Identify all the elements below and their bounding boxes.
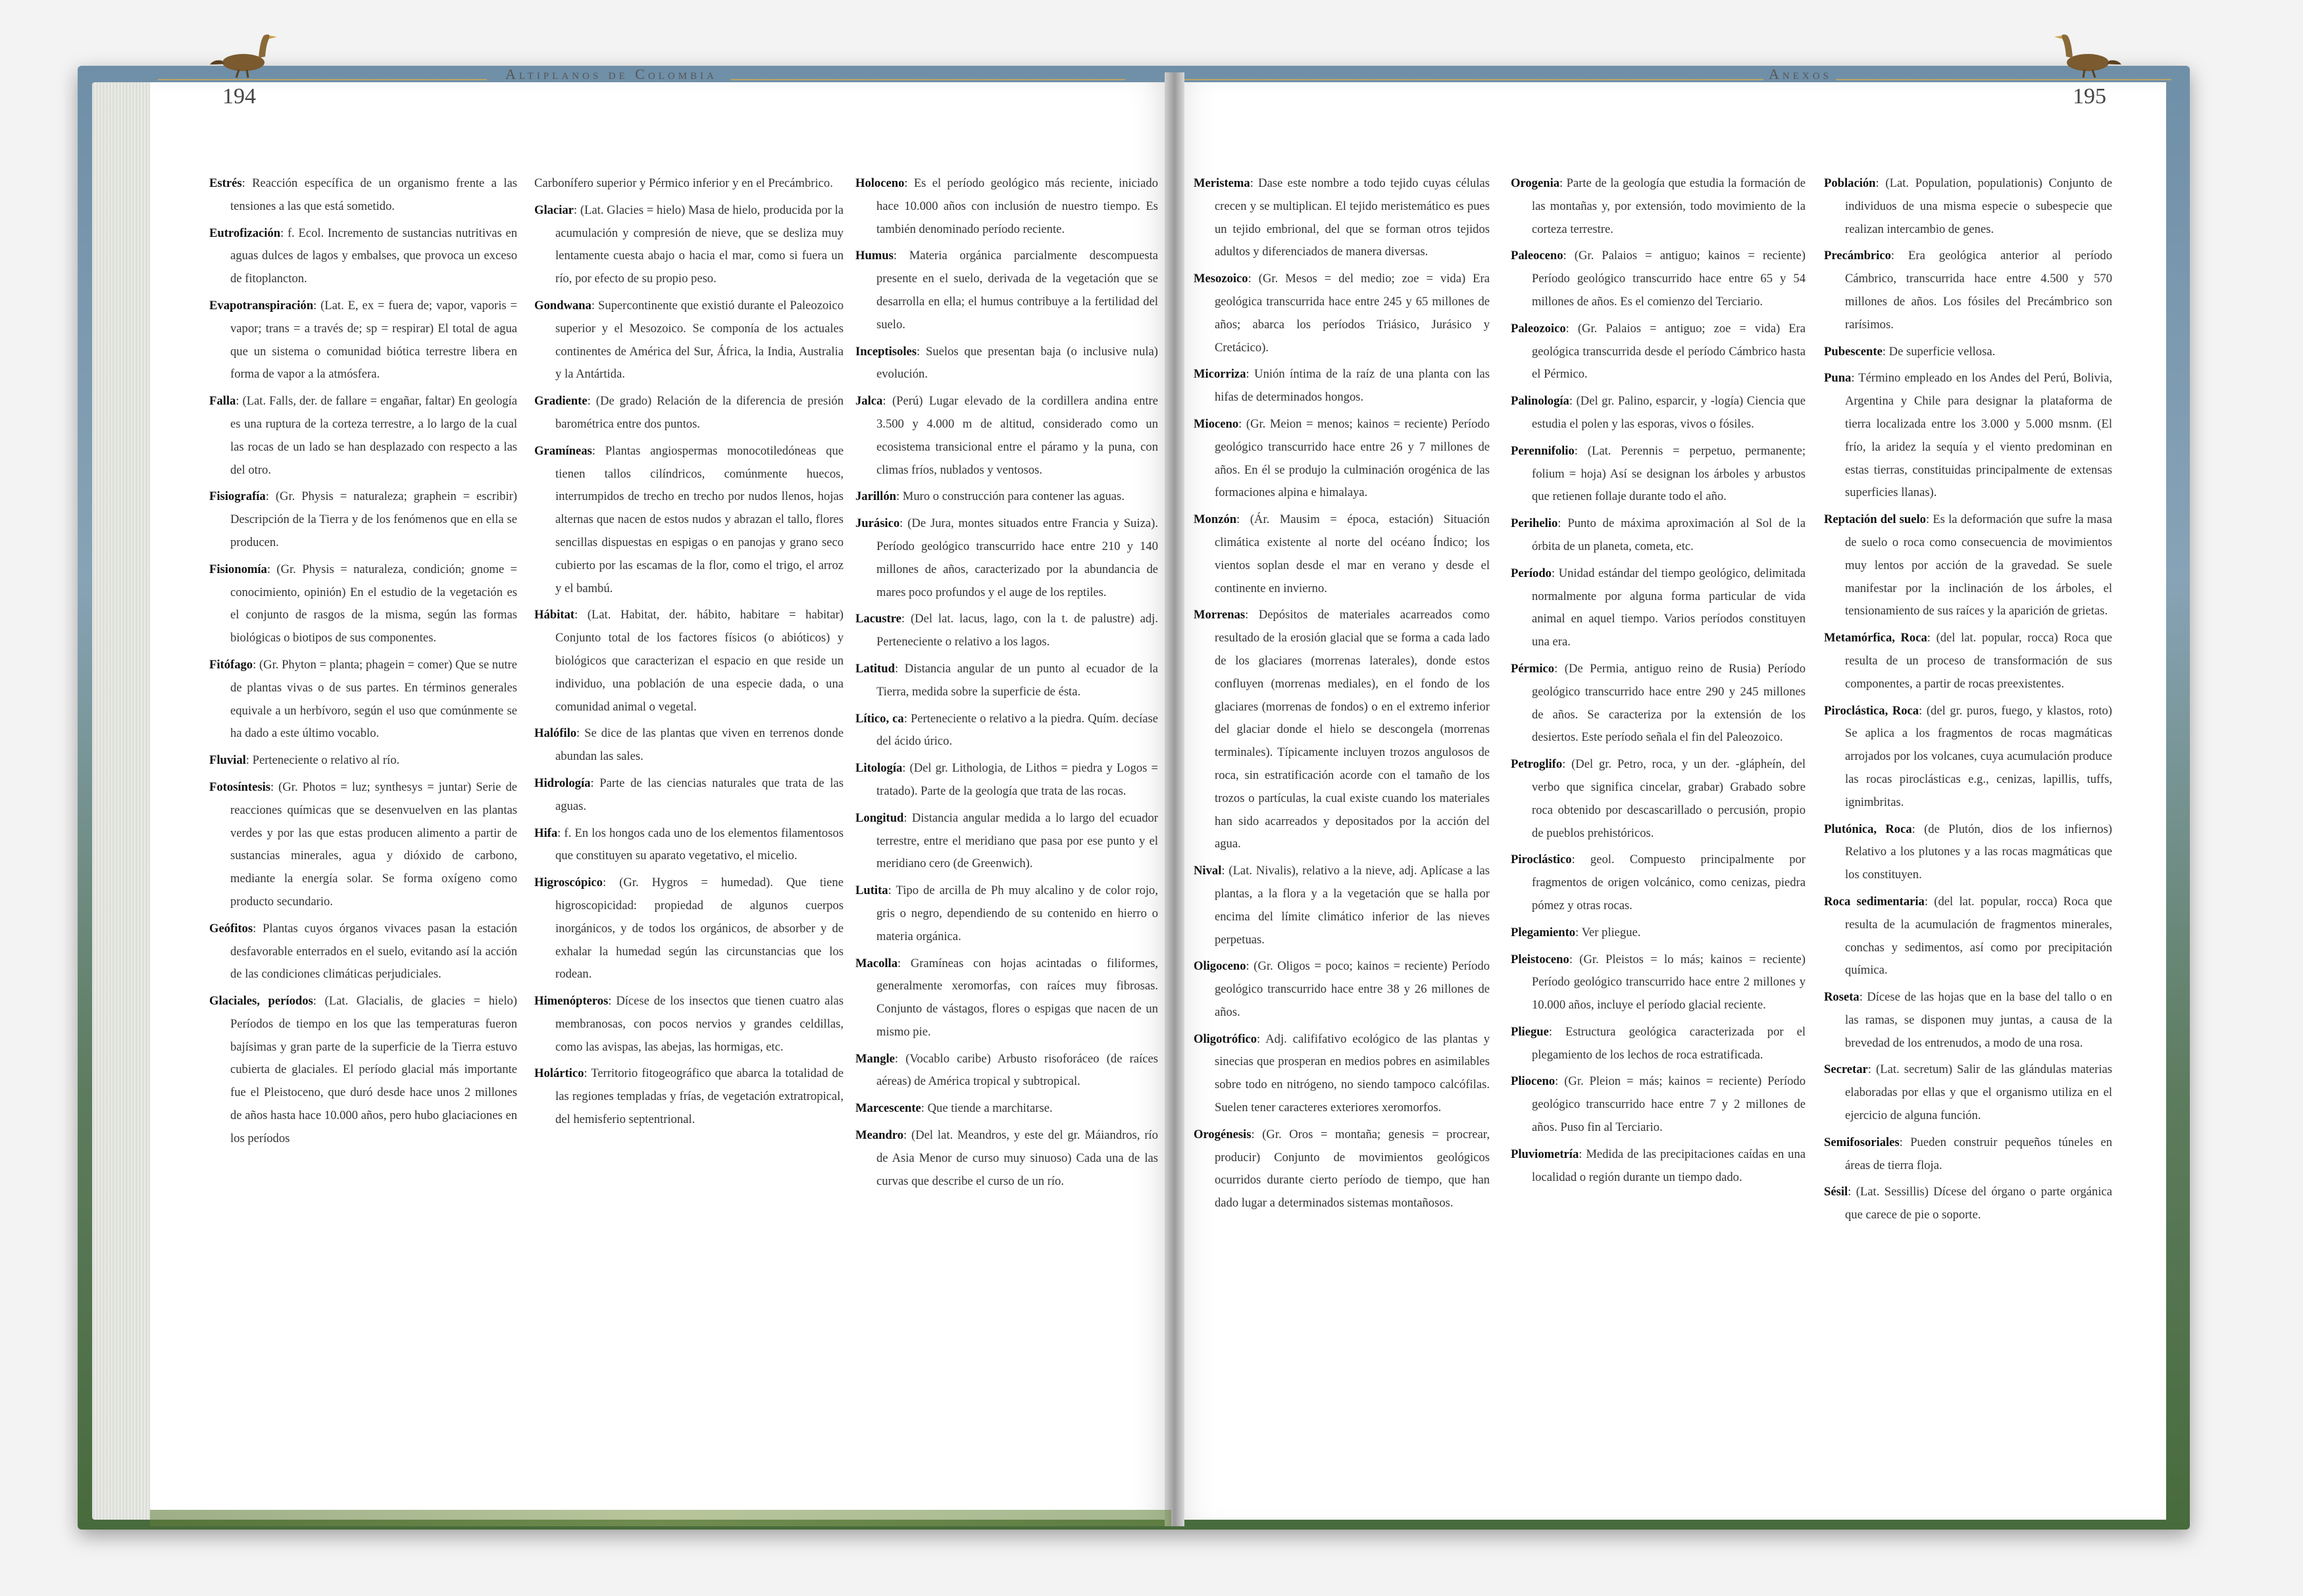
- glossary-entry: [855, 486, 1158, 509]
- glossary-term: Meandro: [855, 1128, 903, 1143]
- glossary-definition: : (Lat. Perennis = perpetuo, permanente; folium = hoja) Así se designan los árboles y arbustos que retienen follaje durante todo el año.: [1532, 443, 1806, 504]
- glossary-definition: : (Ár. Mausim = época, estación) Situación climática existente al norte del océano Índico; los vientos soplan desde el mar en verano y desde el continente en invierno.: [1215, 512, 1490, 595]
- glossary-definition: : (Lat. Habitat, der. hábito, habitare = habitar) Conjunto total de los factores físicos (o abióticos) y biológicos que caracterizan el espacio en que reside un individuo, una población de una especie dada, o una comunidad animal o vegetal.: [555, 608, 844, 714]
- glossary-term: Higroscópico: [534, 876, 603, 890]
- glossary-entry: [1511, 1070, 1806, 1139]
- glossary-term: Jurásico: [855, 516, 900, 531]
- glossary-term: Falla: [209, 394, 236, 409]
- glossary-definition: : (Gr. Palaios = antiguo; kainos = reciente) Período geológico transcurrido hace entre 65 y 54 millones de años. Es el comienzo del Terciario.: [1532, 249, 1806, 309]
- glossary-term: Pubescente: [1824, 344, 1883, 359]
- glossary-definition: : Distancia angular de un punto al ecuador de la Tierra, medida sobre la superficie de ésta.: [876, 661, 1158, 699]
- glossary-definition: : Parte de la geología que estudia la formación de las montañas y, por extensión, todo movimiento de la corteza terrestre.: [1532, 176, 1806, 236]
- glossary-entry: [1194, 172, 1490, 264]
- glossary-column-right-2: [1511, 172, 1806, 1193]
- glossary-entry: [855, 1097, 1158, 1120]
- glossary-term: Plioceno: [1511, 1074, 1556, 1089]
- glossary-definition: : Dase este nombre a todo tejido cuyas células crecen y se multiplican. El tejido meristemático es pues un tejido embrional, del que se forman otros tejidos adultos y diferenciados de manera diversas.: [1215, 176, 1490, 259]
- glossary-entry: [209, 654, 517, 745]
- glossary-term: Pleistoceno: [1511, 952, 1569, 966]
- page-edges: [92, 82, 158, 1520]
- glossary-entry: [1824, 986, 2112, 1055]
- glossary-entry: [209, 918, 517, 986]
- glossary-entry: [855, 757, 1158, 803]
- glossary-term: Halófilo: [534, 726, 577, 741]
- header-rule-right-tail: [1836, 79, 2171, 80]
- glossary-column-left-3: [855, 172, 1158, 1197]
- glossary-definition: : (Gr. Mesos = del medio; zoe = vida) Era geológica transcurrida hace entre 245 y 65 millones de años; abarca los períodos Triásico, Jurásico y Cretácico).: [1215, 272, 1490, 355]
- glossary-definition: : (Gr. Physis = naturaleza, condición; gnome = conocimiento, opinión) En el estudio de la vegetación es el conjunto de rasgos de la misma, según las formas biológicas o biotipos de sus componentes.: [230, 562, 517, 645]
- glossary-entry: [855, 608, 1158, 654]
- glossary-entry: [1511, 318, 1806, 386]
- glossary-definition: : Supercontinente que existió durante el Paleozoico superior y el Mesozoico. Se componía de los actuales continentes de América del Sur, África, la India, Australia y la Antártida.: [555, 298, 844, 382]
- glossary-definition: : Territorio fitogeográfico que abarca la totalidad de las regiones templadas y frías, de vegetación extratropical, del hemisferio septentrional.: [555, 1066, 844, 1127]
- glossary-entry: [209, 486, 517, 554]
- glossary-entry: [1194, 955, 1490, 1024]
- glossary-entry: [1194, 413, 1490, 505]
- glossary-term: Eutrofización: [209, 226, 281, 240]
- glossary-definition: : Dícese de los insectos que tienen cuatro alas membranosas, con pocos nervios y grandes celdillas, como las avispas, las abejas, las hormigas, etc.: [555, 994, 844, 1054]
- glossary-term: Gradiente: [534, 394, 588, 409]
- glossary-term: Secretar: [1824, 1062, 1868, 1077]
- glossary-term: Mangle: [855, 1051, 895, 1066]
- glossary-entry: [1511, 245, 1806, 313]
- glossary-entry: [1511, 949, 1806, 1017]
- header-title-right: Anexos: [1769, 66, 1832, 82]
- glossary-entry: [855, 1048, 1158, 1094]
- glossary-definition: : Unidad estándar del tiempo geológico, delimitada normalmente por alguna forma particular de vida animal en aquel tiempo. Varios períodos constituyen una era.: [1532, 566, 1806, 649]
- glossary-term: Hábitat: [534, 608, 574, 622]
- glossary-entry: [1824, 367, 2112, 505]
- glossary-term: Marcescente: [855, 1101, 921, 1116]
- glossary-definition: : (Perú) Lugar elevado de la cordillera andina entre 3.500 y 4.000 m de altitud, considerado como un ecosistema transicional entre el páramo y la puna, con climas fríos, nublados y ventosos.: [876, 394, 1158, 477]
- glossary-term: Mesozoico: [1194, 272, 1248, 286]
- header-rule-left-tail: [730, 79, 1125, 80]
- glossary-entry: [534, 872, 844, 986]
- glossary-term: Palinología: [1511, 394, 1569, 409]
- glossary-definition: : Depósitos de materiales acarreados como resultado de la erosión glacial que se forma a cada lado de los glaciares (morrenas laterales), donde estos confluyen (morrenas mediales), en el fondo de los glaciares (morrenas de fondos) o en el extremo inferior del glaciar donde el hielo se descongela (morrenas terminales). Típicamente incluyen trozos angulosos de roca, sin estratificación acorde con el tamaño de los trozos o partículas, la cual existe cuando los materiales han sido acarreados y depositados por la acción del agua.: [1215, 608, 1490, 851]
- glossary-entry: [209, 990, 517, 1151]
- duck-emblem-icon: [2052, 26, 2124, 79]
- glossary-term: Semifosoriales: [1824, 1135, 1900, 1149]
- glossary-term: Fitófago: [209, 657, 253, 672]
- glossary-entry: [1824, 1181, 2112, 1227]
- glossary-term: Jarillón: [855, 489, 896, 504]
- glossary-definition: : Dícese de las hojas que en la base del tallo o en las ramas, se disponen muy juntas, a causa de la brevedad de los entrenudos, a modo de una rosa.: [1845, 990, 2112, 1050]
- glossary-term: Morrenas: [1194, 608, 1246, 622]
- glossary-entry: [1511, 922, 1806, 945]
- glossary-term: Hifa: [534, 826, 558, 840]
- glossary-term: Roca sedimentaria: [1824, 894, 1925, 909]
- glossary-term: Población: [1824, 176, 1876, 190]
- glossary-term: Gramíneas: [534, 443, 592, 458]
- glossary-definition: : Parte de las ciencias naturales que trata de las aguas.: [555, 776, 844, 813]
- glossary-term: Longitud: [855, 810, 904, 825]
- glossary-term: Oligotrófico: [1194, 1032, 1257, 1046]
- glossary-entry: [1824, 341, 2112, 364]
- cover-bleed: [150, 1510, 1171, 1526]
- glossary-definition: : (Lat. secretum) Salir de las glándulas materias elaboradas por ellas y que el organismo utiliza en el ejercicio de alguna función.: [1845, 1062, 2112, 1123]
- glossary-term: Humus: [855, 249, 894, 263]
- glossary-entry: [534, 822, 844, 868]
- glossary-definition: : Punto de máxima aproximación al Sol de la órbita de un planeta, cometa, etc.: [1532, 516, 1806, 553]
- glossary-definition: : (de Plutón, dios de los infiernos) Relativo a los plutones y a las rocas magmáticas que los constituyen.: [1845, 822, 2112, 882]
- glossary-definition: : (Gr. Meion = menos; kainos = reciente) Período geológico transcurrido hace entre 26 y 7 millones de años. En él se produjo la culminación orogénica de las formaciones alpina e himalaya.: [1215, 416, 1490, 500]
- glossary-definition: : (Gr. Pleistos = lo más; kainos = reciente) Período geológico transcurrido hace entre 2 millones y 10.000 años, incluye el período glacial reciente.: [1532, 952, 1806, 1012]
- glossary-term: Geófitos: [209, 921, 253, 935]
- glossary-term: Paleoceno: [1511, 249, 1563, 263]
- glossary-entry: [855, 1124, 1158, 1193]
- glossary-entry: [855, 807, 1158, 876]
- glossary-entry: [1511, 440, 1806, 509]
- glossary-term: Lacustre: [855, 612, 901, 626]
- glossary-column-left-1: [209, 172, 517, 1155]
- glossary-term: Lítico, ca: [855, 711, 904, 726]
- glossary-definition: : (Lat. Falls, der. de fallare = engañar, faltar) En geología es una ruptura de la corteza terrestre, a lo largo de la cual las rocas de un lado se han desplazado con respecto a las del otro.: [230, 394, 517, 477]
- glossary-term: Pérmico: [1511, 661, 1555, 676]
- glossary-term: Fisionomía: [209, 562, 267, 576]
- glossary-column-right-1: [1194, 172, 1490, 1219]
- glossary-entry: [534, 604, 844, 718]
- glossary-entry: [209, 776, 517, 914]
- glossary-definition: : Perteneciente o relativo al río.: [245, 753, 400, 768]
- glossary-entry: [855, 708, 1158, 754]
- glossary-term: Glaciales, períodos: [209, 994, 313, 1009]
- glossary-column-right-3: [1824, 172, 2112, 1231]
- glossary-definition: : Materia orgánica parcialmente descompuesta presente en el suelo, derivada de la vegetación que se desarrolla en ella; el humus contribuye a la fertilidad del suelo.: [876, 249, 1158, 332]
- glossary-term: Perennifolio: [1511, 443, 1575, 458]
- glossary-term: Inceptisoles: [855, 344, 917, 359]
- glossary-term: Período: [1511, 566, 1552, 580]
- header-rule-left: [158, 79, 487, 80]
- glossary-entry: [534, 295, 844, 386]
- glossary-term: Litología: [855, 761, 903, 776]
- glossary-entry: [1511, 390, 1806, 436]
- glossary-entry: [534, 722, 844, 768]
- glossary-term: Jalca: [855, 394, 883, 409]
- glossary-term: Hidrología: [534, 776, 591, 790]
- glossary-column-left-2: [534, 172, 844, 1135]
- glossary-term: Petroglifo: [1511, 757, 1563, 772]
- glossary-entry: [209, 559, 517, 650]
- glossary-definition: : (Del gr. Lithologia, de Lithos = piedra y Logos = tratado). Parte de la geología que trata de las rocas.: [876, 761, 1158, 798]
- glossary-entry: [855, 390, 1158, 482]
- glossary-entry: [209, 295, 517, 386]
- glossary-entry: [1824, 172, 2112, 241]
- glossary-term: Nival: [1194, 864, 1222, 878]
- glossary-definition: : (Lat. Population, populationis) Conjunto de individuos de una misma especie o subespecie que realizan intercambio de genes.: [1845, 176, 2112, 236]
- glossary-term: Evapotranspiración: [209, 298, 314, 312]
- glossary-entry: [534, 172, 844, 195]
- glossary-term: Pliegue: [1511, 1024, 1549, 1039]
- glossary-entry: [209, 172, 517, 218]
- glossary-definition: : (Del gr. Palino, esparcir, y -logía) Ciencia que estudia el polen y las esporas, vivos o fósiles.: [1532, 394, 1806, 431]
- glossary-term: Mioceno: [1194, 416, 1239, 431]
- glossary-entry: [209, 390, 517, 482]
- glossary-entry: [1194, 860, 1490, 951]
- glossary-entry: [534, 440, 844, 601]
- glossary-entry: [1511, 1143, 1806, 1189]
- glossary-definition: : Plantas cuyos órganos vivaces pasan la estación desfavorable enterrados en el suelo, evitando así la acción de las condiciones climáticas perjudiciales.: [230, 921, 517, 982]
- glossary-definition: : (Del lat. lacus, lago, con la t. de palustre) adj. Perteneciente o relativo a los lagos.: [876, 612, 1158, 649]
- glossary-term: Gondwana: [534, 298, 592, 312]
- glossary-definition: : (Gr. Physis = naturaleza; graphein = escribir) Descripción de la Tierra y de los fenómenos que en ella se producen.: [230, 489, 517, 549]
- glossary-entry: [1824, 245, 2112, 336]
- glossary-term: Paleozoico: [1511, 321, 1566, 336]
- glossary-definition: : Reacción específica de un organismo frente a las tensiones a las que está sometido.: [230, 176, 517, 213]
- glossary-definition: : (Lat. Glacialis, de glacies = hielo) Períodos de tiempo en los que las temperaturas fueron bajísimas y gran parte de la superficie de la Tierra estuvo cubierta de glaciales. El período glacial más importante fue el Pleistoceno, que duró desde hace unos 2 millones de años hasta hace 10.000 años, pero hubo glaciaciones en los períodos: [230, 994, 517, 1145]
- glossary-entry: [855, 512, 1158, 604]
- glossary-entry: [1511, 172, 1806, 241]
- glossary-entry: [1511, 658, 1806, 749]
- glossary-definition: : (Gr. Pleion = más; kainos = reciente) Período geológico transcurrido hace entre 7 y 2 millones de años. Puso fin al Terciario.: [1532, 1074, 1806, 1135]
- duck-emblem-icon: [207, 26, 280, 79]
- glossary-definition: : f. Ecol. Incremento de sustancias nutritivas en aguas dulces de lagos y embalses, que provoca un exceso de fitoplancton.: [230, 226, 517, 286]
- glossary-definition: : Perteneciente o relativo a la piedra. Quím. decíase del ácido úrico.: [876, 711, 1158, 749]
- glossary-definition: : (Lat. Glacies = hielo) Masa de hielo, producida por la acumulación y compresión de nieve, que se desliza muy lentamente cuesta abajo o hacia el mar, como si fuera un río, por efecto de su propio peso.: [555, 203, 844, 286]
- glossary-entry: [1824, 627, 2112, 695]
- glossary-term: Estrés: [209, 176, 242, 190]
- glossary-term: Himenópteros: [534, 994, 609, 1009]
- glossary-term: Piroclástica, Roca: [1824, 703, 1919, 718]
- glossary-term: Latitud: [855, 661, 895, 676]
- glossary-entry: [855, 953, 1158, 1044]
- glossary-term: Fluvial: [209, 753, 246, 768]
- glossary-definition: : (De grado) Relación de la diferencia de presión barométrica entre dos puntos.: [555, 394, 844, 431]
- glossary-definition: : Término empleado en los Andes del Perú, Bolivia, Argentina y Chile para designar la plataforma de tierra localizada entre los 3.000 y 5.000 msnm. (El frío, la aridez la sequía y el viento predominan en estas tierras, constituidas principalmente de extensas superficies llanas).: [1845, 371, 2112, 500]
- glossary-term: Plegamiento: [1511, 925, 1576, 939]
- glossary-entry: [855, 880, 1158, 948]
- glossary-entry: [1824, 1059, 2112, 1127]
- glossary-term: Monzón: [1194, 512, 1237, 527]
- glossary-term: Piroclástico: [1511, 853, 1572, 867]
- glossary-definition: : (Gr. Palaios = antiguo; zoe = vida) Era geológica transcurrida desde el período Cámbrico hasta el Pérmico.: [1532, 321, 1806, 382]
- glossary-entry: [855, 341, 1158, 387]
- glossary-definition: : (Vocablo caribe) Arbusto risoforáceo (de raíces aéreas) de América tropical y subtropical.: [876, 1051, 1158, 1089]
- glossary-term: Meristema: [1194, 176, 1250, 190]
- glossary-term: Orogenia: [1511, 176, 1560, 190]
- glossary-entry: [534, 772, 844, 818]
- page-number-left: 194: [222, 84, 256, 109]
- glossary-definition: : Unión íntima de la raíz de una planta con las hifas de determinados hongos.: [1215, 367, 1490, 405]
- glossary-definition: : (del gr. puros, fuego, y klastos, roto) Se aplica a los fragmentos de rocas magmáticas arrojados por los volcanes, cuya acumulación produce las rocas piroclásticas e.g., cenizas, lapillis, tuffs, ignimbritas.: [1845, 703, 2112, 809]
- glossary-definition: : Se dice de las plantas que viven en terrenos donde abundan las sales.: [555, 726, 844, 764]
- glossary-definition: : (Del gr. Petro, roca, y un der. -glápheín, del verbo que significa cincelar, grabar) Grabado sobre roca obtenido por descascarillado o percusión, propio de pueblos prehistóricos.: [1532, 757, 1806, 840]
- glossary-term: Reptación del suelo: [1824, 512, 1926, 527]
- glossary-definition: : Medida de las precipitaciones caídas en una localidad o región durante un tiempo dado.: [1532, 1147, 1806, 1184]
- glossary-entry: [1511, 512, 1806, 559]
- glossary-definition: : (Del lat. Meandros, y este del gr. Máiandros, río de Asia Menor de curso muy sinuoso) Cada una de las curvas que describe el curso de un río.: [876, 1128, 1158, 1188]
- glossary-definition: : (Gr. Photos = luz; synthesys = juntar) Serie de reacciones químicas que se desenvuelven en las plantas verdes y por las que estas producen alimento a partir de sustancias minerales, agua y dióxido de carbono, mediante la energía solar. Se forma oxígeno como producto secundario.: [230, 780, 517, 909]
- glossary-definition: : Estructura geológica caracterizada por el plegamiento de los lechos de roca estratificada.: [1532, 1024, 1806, 1062]
- glossary-definition: : Tipo de arcilla de Ph muy alcalino y de color rojo, gris o negro, dependiendo de su contenido en hierro o materia orgánica.: [876, 884, 1158, 943]
- glossary-entry: [855, 658, 1158, 704]
- glossary-definition: : (Lat. Nivalis), relativo a la nieve, adj. Aplícase a las plantas, a la flora y a la vegetación que se halla por encima del límite climático inferior de las nieves perpetuas.: [1215, 864, 1490, 947]
- glossary-definition: : Ver pliegue.: [1575, 925, 1641, 939]
- glossary-entry: [1511, 753, 1806, 845]
- page-number-right: 195: [2073, 84, 2106, 109]
- glossary-entry: [1824, 891, 2112, 982]
- glossary-definition: : (De Jura, montes situados entre Francia y Suiza). Período geológico transcurrido hace entre 210 y 140 millones de años, caracterizado por la abundancia de mares poco profundos y el auge de los reptiles.: [876, 516, 1158, 599]
- glossary-definition: : Que tiende a marchitarse.: [921, 1101, 1053, 1116]
- glossary-entry: [855, 245, 1158, 336]
- header-rule-right: [1184, 79, 1763, 80]
- glossary-entry: [1824, 818, 2112, 887]
- glossary-term: Plutónica, Roca: [1824, 822, 1912, 836]
- glossary-term: Holoceno: [855, 176, 905, 190]
- glossary-definition: : (Gr. Oligos = poco; kainos = reciente) Período geológico transcurrido hace entre 38 y 26 millones de años.: [1215, 959, 1490, 1019]
- glossary-entry: [855, 172, 1158, 241]
- glossary-definition: : (Gr. Oros = montaña; genesis = procrear, producir) Conjunto de movimientos geológicos ocurridos durante cierto período de tiempo, que han dado lugar a determinados sistemas montañosos.: [1215, 1127, 1490, 1210]
- glossary-definition: : f. En los hongos cada uno de los elementos filamentosos que constituyen su aparato vegetativo, el micelio.: [555, 826, 844, 863]
- book-gutter: [1165, 72, 1184, 1526]
- glossary-term: Fisiografía: [209, 489, 266, 504]
- glossary-definition: : (del lat. popular, rocca) Roca que resulta de un proceso de transformación de sus componentes, a partir de rocas preexistentes.: [1845, 631, 2112, 691]
- glossary-definition: : Adj. calififativo ecológico de las plantas y sinecias que prosperan en medios pobres en asimilables sobre todo en nitrógeno, no siendo tampoco calcófilas. Suelen tener caracteres exteriores xeromorfos.: [1215, 1032, 1490, 1115]
- glossary-definition: : Gramíneas con hojas acintadas o filiformes, generalmente xeromorfas, con raíces muy fibrosas. Conjunto de vástagos, flores o espigas que nacen de un mismo pie.: [876, 956, 1158, 1039]
- glossary-definition: : Pueden construir pequeños túneles en áreas de tierra floja.: [1845, 1135, 2112, 1172]
- glossary-definition: : (Lat. Sessillis) Dícese del órgano o parte orgánica que carece de pie o soporte.: [1845, 1185, 2112, 1222]
- glossary-entry: [1824, 509, 2112, 623]
- glossary-entry: [534, 1062, 844, 1131]
- glossary-term: Holártico: [534, 1066, 584, 1081]
- glossary-definition: : (De Permia, antiguo reino de Rusia) Período geológico transcurrido hace entre 290 y 245 millones de años. Se caracteriza por la extensión de los desiertos. Este período señala el fin del Paleozoico.: [1532, 661, 1806, 745]
- glossary-entry: [534, 390, 844, 436]
- glossary-entry: [534, 990, 844, 1059]
- glossary-definition: : Suelos que presentan baja (o inclusive nula) evolución.: [876, 344, 1158, 382]
- glossary-term: Macolla: [855, 956, 898, 970]
- glossary-definition: : (Lat. E, ex = fuera de; vapor, vaporis = vapor; trans = a través de; sp = respirar) El total de agua que un sistema o comunidad biótica terrestre libera en forma de vapor a la atmósfera.: [230, 298, 517, 382]
- glossary-entry: [534, 199, 844, 291]
- glossary-term: Precámbrico: [1824, 249, 1891, 263]
- glossary-term: Roseta: [1824, 990, 1860, 1005]
- glossary-entry: [1824, 700, 2112, 814]
- glossary-term: Puna: [1824, 371, 1852, 386]
- glossary-definition: : (Gr. Hygros = humedad). Que tiene higroscopicidad: propiedad de algunos cuerpos inorgánicos, y de todos los orgánicos, de absorber y de exhalar la humedad según las circunstancias que los rodean.: [555, 876, 844, 982]
- glossary-term: Glaciar: [534, 203, 574, 217]
- glossary-entry: [1511, 1021, 1806, 1067]
- glossary-definition: Carbonífero superior y Pérmico inferior y en el Precámbrico.: [534, 176, 833, 190]
- glossary-term: Fotosíntesis: [209, 780, 270, 794]
- glossary-entry: [1194, 1124, 1490, 1215]
- glossary-entry: [1194, 268, 1490, 359]
- glossary-definition: : (del lat. popular, rocca) Roca que resulta de la acumulación de fragmentos minerales, conchas y sedimentos, así como por precipitación química.: [1845, 894, 2112, 978]
- glossary-entry: [209, 749, 517, 772]
- glossary-definition: : Era geológica anterior al período Cámbrico, transcurrida hace entre 4.500 y 570 millones de años. Los fósiles del Precámbrico son rarísimos.: [1845, 249, 2112, 332]
- glossary-term: Micorriza: [1194, 367, 1246, 382]
- glossary-entry: [1194, 363, 1490, 409]
- glossary-entry: [1511, 562, 1806, 654]
- glossary-term: Oligoceno: [1194, 959, 1246, 974]
- glossary-entry: [1511, 849, 1806, 917]
- glossary-entry: [209, 222, 517, 291]
- glossary-term: Pluviometría: [1511, 1147, 1579, 1161]
- glossary-term: Metamórfica, Roca: [1824, 631, 1927, 645]
- glossary-entry: [1194, 1028, 1490, 1120]
- glossary-definition: : geol. Compuesto principalmente por fragmentos de origen volcánico, como cenizas, piedra pómez y otras rocas.: [1532, 853, 1806, 912]
- glossary-definition: : Plantas angiospermas monocotiledóneas que tienen tallos cilíndricos, comúnmente huecos, interrumpidos de trecho en trecho por nudos llenos, hojas alternas que nacen de estos nudos y abrazan el tallo, flores sencillas dispuestas en espigas o en panojas y grano seco cubierto por las escamas de la flor, como el trigo, el arroz y el bambú.: [555, 443, 844, 595]
- glossary-term: Sésil: [1824, 1185, 1848, 1199]
- glossary-entry: [1824, 1132, 2112, 1178]
- glossary-definition: : Es la deformación que sufre la masa de suelo o roca como consecuencia de movimientos muy lentos por acción de la gravedad. Se suele manifestar por la inclinación de los árboles, el tensionamiento de sus raíces y la aparición de grietas.: [1845, 512, 2112, 618]
- header-title-left: Altiplanos de Colombia: [505, 66, 717, 82]
- glossary-definition: : Distancia angular medida a lo largo del ecuador terrestre, entre el meridiano que pasa por ese punto y el meridiano cero (de Greenwich).: [876, 810, 1158, 871]
- glossary-entry: [1194, 604, 1490, 856]
- glossary-definition: : Muro o construcción para contener las aguas.: [896, 489, 1125, 504]
- glossary-entry: [1194, 509, 1490, 600]
- glossary-definition: : Es el período geológico más reciente, iniciado hace 10.000 años con inclusión de nuestro tiempo. Es también denominado período reciente.: [876, 176, 1158, 236]
- glossary-term: Orogénesis: [1194, 1127, 1252, 1141]
- glossary-term: Perihelio: [1511, 516, 1558, 531]
- glossary-term: Lutita: [855, 884, 888, 898]
- glossary-definition: : De superficie vellosa.: [1882, 344, 1996, 359]
- glossary-definition: : (Gr. Phyton = planta; phagein = comer) Que se nutre de plantas vivas o de sus partes. En términos generales equivale a un herbívoro, según el uso que comúnmente se ha dado a este último vocablo.: [230, 657, 517, 741]
